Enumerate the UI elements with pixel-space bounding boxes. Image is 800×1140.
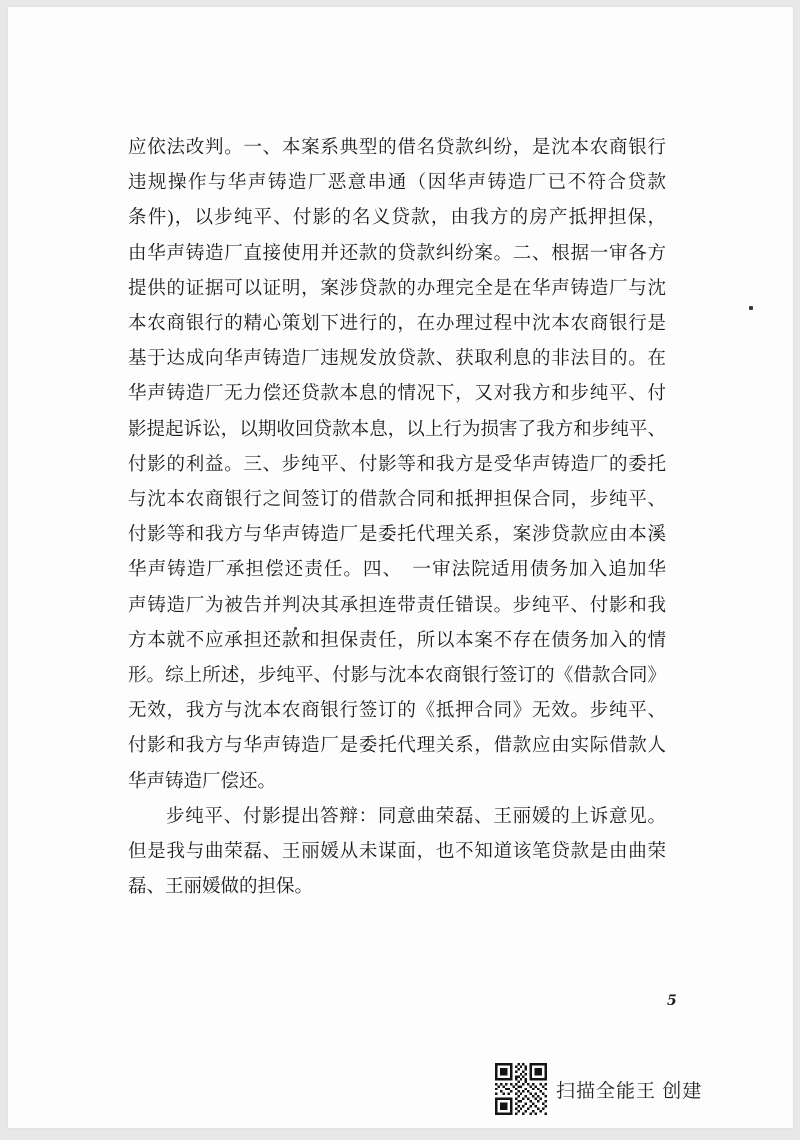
document-text <box>128 131 666 905</box>
document-line: 基于达成向华声铸造厂违规发放贷款、获取利息的非法目的。在 <box>128 349 666 370</box>
document-line: 违规操作与华声铸造厂恶意串通（因华声铸造厂已不符合贷款 <box>128 173 666 194</box>
document-line: 但是我与曲荣磊、王丽媛从未谋面，也不知道该笔贷款是由曲荣 <box>128 842 666 863</box>
document-line: 付影等和我方与华声铸造厂是委托代理关系，案涉贷款应由本溪 <box>128 525 666 546</box>
scanned-page <box>8 7 793 1128</box>
document-line: 影提起诉讼，以期收回贷款本息，以上行为损害了我方和步纯平、 <box>128 419 666 440</box>
document-line: 付影和我方与华声铸造厂是委托代理关系，借款应由实际借款人 <box>128 736 666 757</box>
scanner-watermark-label: 扫描全能王 创建 <box>556 1080 703 1102</box>
page-number: 5 <box>667 993 677 1009</box>
document-line: 本农商银行的精心策划下进行的，在办理过程中沈本农商银行是 <box>128 314 666 335</box>
document-line: 应依法改判。一、本案系典型的借名贷款纠纷，是沈本农商银行 <box>128 138 666 158</box>
document-line: 无效，我方与沈本农商银行签订的《抵押合同》无效。步纯平、 <box>128 701 666 722</box>
document-line: 华声铸造厂无力偿还贷款本息的情况下，又对我方和步纯平、付 <box>128 384 666 405</box>
document-line: 磊、王丽媛做的担保。 <box>128 877 314 898</box>
document-line: 步纯平、付影提出答辩：同意曲荣磊、王丽媛的上诉意见。 <box>166 806 666 827</box>
document-line: 方本就不应承担还款和担保责任，所以本案不存在债务加入的情 <box>128 630 666 651</box>
qr-code-icon <box>495 1063 547 1115</box>
document-line: 条件)，以步纯平、付影的名义贷款，由我方的房产抵押担保， <box>128 208 666 229</box>
scan-artifact-dot <box>294 627 297 630</box>
document-line: 声铸造厂为被告并判决其承担连带责任错误。步纯平、付影和我 <box>128 595 666 616</box>
document-line: 由华声铸造厂直接使用并还款的贷款纠纷案。二、根据一审各方 <box>128 243 666 264</box>
document-line: 华声铸造厂承担偿还责任。四、 一审法院适用债务加入追加华 <box>128 560 666 581</box>
document-line: 付影的利益。三、步纯平、付影等和我方是受华声铸造厂的委托 <box>128 454 666 475</box>
scan-artifact-dot <box>749 306 753 310</box>
footer <box>495 1063 702 1115</box>
document-line: 形。综上所述，步纯平、付影与沈本农商银行签订的《借款合同》 <box>128 666 666 687</box>
document-line: 与沈本农商银行之间签订的借款合同和抵押担保合同，步纯平、 <box>128 490 666 511</box>
document-line: 提供的证据可以证明，案涉贷款的办理完全是在华声铸造厂与沈 <box>128 278 666 299</box>
document-line: 华声铸造厂偿还。 <box>128 771 277 792</box>
